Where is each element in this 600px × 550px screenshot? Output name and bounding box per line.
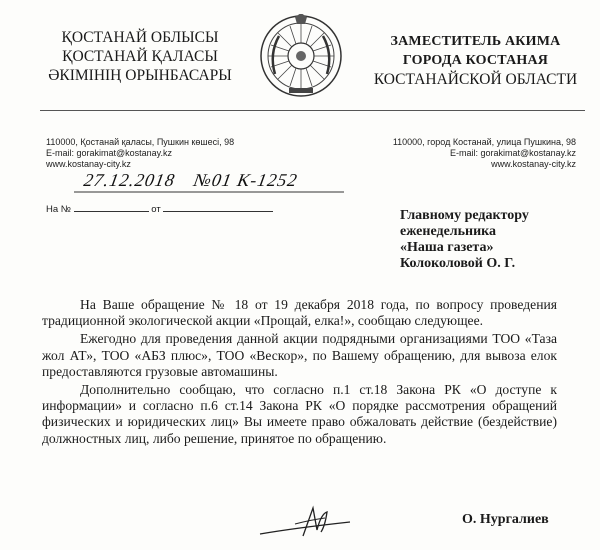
header-right-block [368, 32, 583, 89]
address-left-website: www.kostanay-city.kz [46, 159, 131, 169]
handwritten-date: 27.12.2018 [82, 170, 177, 190]
handwritten-registration [44, 168, 364, 198]
address-left-email: E-mail: gorakimat@kostanay.kz [46, 148, 173, 158]
reply-reference-line [46, 202, 346, 215]
header-left-line-1: ҚОСТАНАЙ ОБЛЫСЫ [61, 29, 219, 46]
header-right-line-1: ЗАМЕСТИТЕЛЬ АКИМА [390, 34, 561, 49]
address-right [380, 137, 576, 170]
body-paragraph-1: На Ваше обращение № 18 от 19 декабря 2018 года, по вопросу проведения традиционной экологической акции «Прощай, елка!», сообщаю следующее. [42, 297, 557, 329]
reply-no-blank [74, 202, 149, 212]
body-paragraph-2: Ежегодно для проведения данной акции подрядными организациями ТОО «Таза жол АТ», ТОО «АБЗ плюс», ТОО «Вескор», по Вашему обращению, для вывоза елок предоставляются грузовые автомашины. [42, 331, 557, 379]
reply-from-label: от [151, 204, 161, 215]
handwritten-number: №01 К-1252 [192, 170, 300, 190]
header-divider [40, 110, 585, 111]
addressee-block [400, 208, 590, 272]
addressee-line-2: еженедельника [400, 224, 497, 239]
address-left [46, 137, 286, 170]
addressee-line-1: Главному редактору [400, 208, 529, 223]
header-right-line-3: КОСТАНАЙСКОЙ ОБЛАСТИ [373, 71, 578, 88]
header-left-line-2: ҚОСТАНАЙ ҚАЛАСЫ [62, 48, 218, 65]
address-left-line-1: 110000, Қостанай қаласы, Пушкин көшесі, 98 [46, 137, 235, 147]
address-right-line-1: 110000, город Костанай, улица Пушкина, 98 [392, 137, 576, 147]
body-paragraph-3: Дополнительно сообщаю, что согласно п.1 ст.18 Закона РК «О доступе к информации» и согласно п.6 ст.14 Закона РК «О порядке рассмотрения обращений физических и юридических лиц» Вы имеете право обжаловать действие (бездействие) должностных лиц, либо решение, принятое по обращению. [42, 382, 557, 446]
header-left-block [40, 28, 240, 85]
address-right-email: E-mail: gorakimat@kostanay.kz [449, 148, 576, 158]
addressee-line-3: «Наша газета» [400, 240, 494, 255]
signer-name: О. Нургалиев [462, 512, 549, 527]
reply-no-label: На № [46, 204, 71, 215]
reply-from-blank [163, 202, 273, 212]
header-right-line-2: ГОРОДА КОСТАНАЯ [402, 53, 549, 68]
header-left-line-3: ӘКІМІНІҢ ОРЫНБАСАРЫ [48, 67, 232, 84]
addressee-line-4: Колоколовой О. Г. [400, 256, 516, 271]
handwritten-signature [255, 502, 365, 542]
kazakhstan-emblem-icon [259, 14, 343, 98]
address-right-website: www.kostanay-city.kz [491, 159, 576, 169]
letter-body [42, 297, 557, 449]
